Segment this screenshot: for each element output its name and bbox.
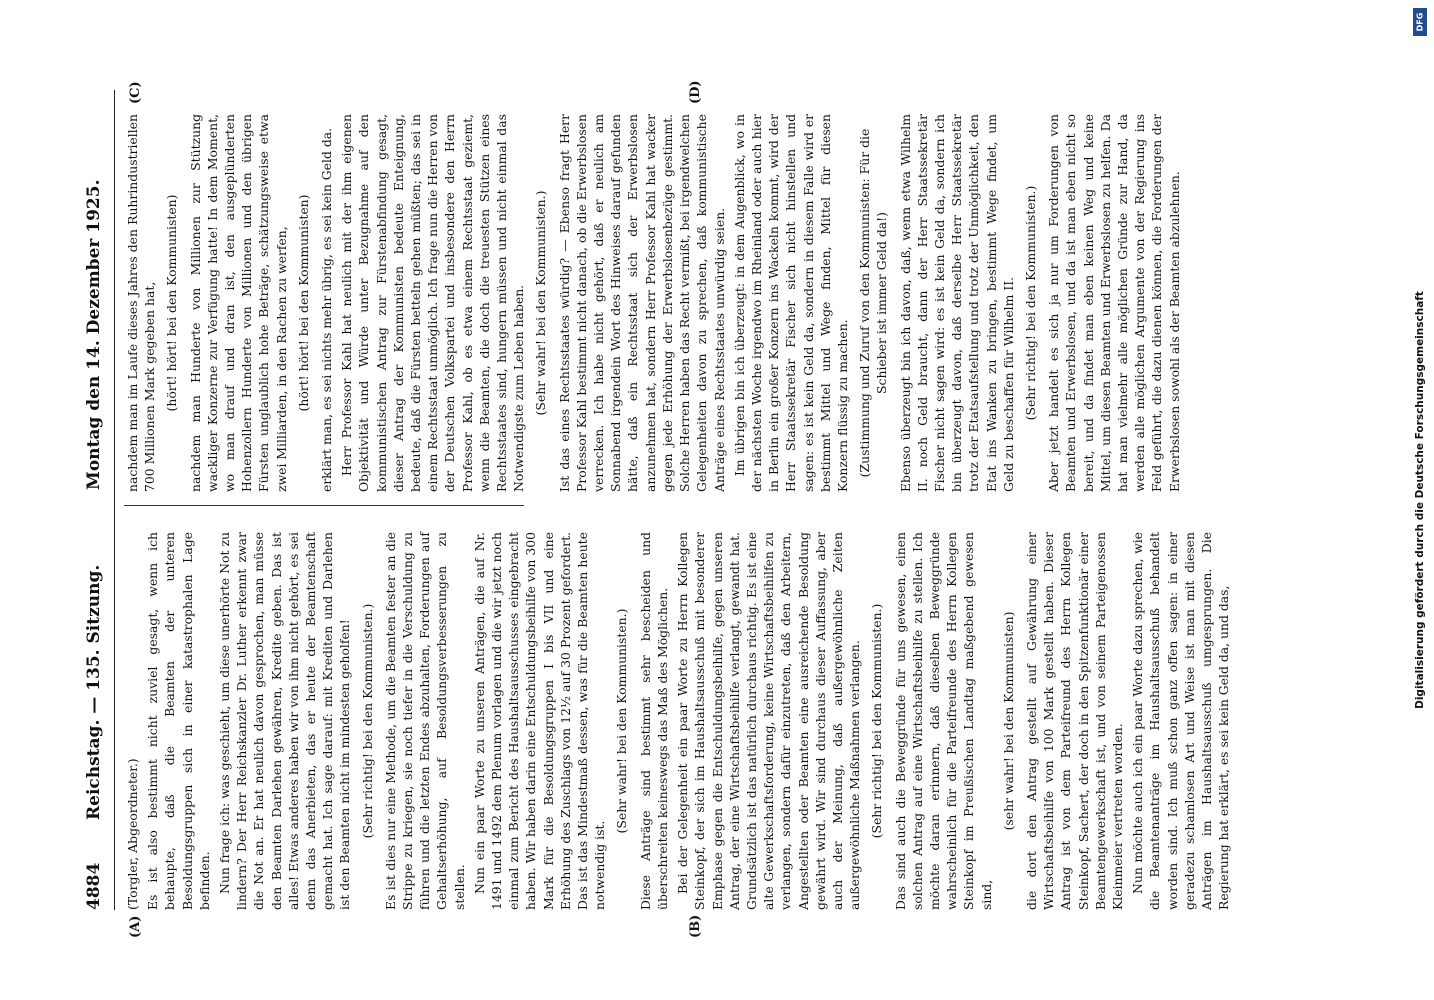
paragraph: Diese Anträge sind bestimmt sehr bescheiden und überschreiten keineswegs das Maß des Möglichen. xyxy=(637,532,670,910)
paragraph: (Torgler, Abgeordneter.) xyxy=(125,758,140,910)
paragraph: Herr Professor Kahl hat neulich mit der ihm eigenen Objektivität und Würde unter Bezugnahme auf den kommunistischen Antrag zur Fürstenabfindung gesagt, dieser Antrag der Kommunisten bedeute Enteignung, bedeute, daß die Fürsten betteln gehen müßten; das sei in einem Rechtsstaat unmöglich. Ich frage nun die Herren von der Deutschen Volkspartei und insbesondere den Herrn Professor Kahl, ob es etwa einem Rechtsstaat geziemt, wenn die Beamten, die doch die treuesten Stützen eines Rechtsstaates sind, hungern müssen und nicht einmal das Notwendigste zum Leben haben. xyxy=(339,114,527,492)
page-header xyxy=(78,90,115,910)
left-column xyxy=(124,532,1244,910)
dfg-sidebar xyxy=(1406,0,1434,1000)
paragraph: Nun frage ich: was geschieht, um diese unerhörte Not zu lindern? Der Herr Reichskanzler Dr. Luther erkennt zwar die Not an. Er hat neulich davon gesprochen, man müsse den Beamten Darlehen gewähren, Kredite geben. Das ist alles! Etwas anderes haben wir von ihm nicht gehört, es sei denn das Anerbieten, das er heute der Beamtenschaft gemacht hat. Ich sage darauf: mit Krediten und Darlehen ist den Beamten nicht im mindesten geholfen! xyxy=(217,532,353,910)
paragraph: Es ist dies nur eine Methode, um die Beamten fester an die Strippe zu kriegen, sie noch tiefer in die Verschuldung zu führen und die letzten Endes abzuhalten, Forderungen auf Gehaltserhöhung, auf Besoldungsverbesserungen zu stellen. xyxy=(382,532,467,910)
interjection: (hört! hört! bei den Kommunisten) xyxy=(295,194,311,412)
paragraph: erklärt man, es sei nichts mehr übrig, es sei kein Geld da. xyxy=(319,127,335,492)
interjection: (Sehr wahr! bei den Kommunisten.) xyxy=(614,608,630,834)
interjection: (sehr wahr! bei den Kommunisten) xyxy=(1000,611,1016,831)
paragraph: Bei der Gelegenheit ein paar Worte zu Herrn Kollegen Steinkopf, der sich im Haushaltsausschuß mit besonderer Emphase gegen die Entschuldungsbeihilfe, gegen unseren Antrag, der eine Wirtschaftsbeihilfe verlangt, gewandt hat. Grundsätzlich ist das natürlich durchaus richtig. Es ist eine alte Gewerkschaftsforderung, keine Wirtschaftsbeihilfen zu verlangen, sondern dafür einzutreten, daß den Arbeitern, Angestellten oder Beamten eine ausreichende Besoldung gewährt wird. Wir sind durchaus dieser Auffassung, aber auch der Meinung, daß außergewöhnliche Zeiten außergewöhnliche Maßnahmen verlangen. xyxy=(675,532,863,910)
interjection: (Sehr richtig! bei den Kommunisten.) xyxy=(869,603,885,839)
paragraph: die dort den Antrag gestellt auf Gewährung einer Wirtschaftsbeihilfe von 100 Mark gestellt haben. Dieser Antrag ist von dem Parteifreund des Herrn Kollegen Steinkopf, Sachert, der doch in den Spitzenfunktionär einer Beamtengewerkschaft ist, und von seinem Parteigenossen Kleinmeier vertreten worden. xyxy=(1023,532,1125,910)
margin-mark-a: (A) xyxy=(128,915,143,938)
paragraph: Ist das eines Rechtsstaates würdig? — Ebenso fragt Herr Professor Kahl bestimmt nicht danach, ob die Erwerbslosen verrecken. Ich habe nicht gehört, daß er neulich am Sonnabend irgendein Wort des Hinweises darauf gefunden hätte, daß ein Rechtsstaat sich der Erwerbslosen anzunehmen hat, sondern Herr Professor Kahl hat wacker gegen jede Erhöhung der Erwerbslosenbezüge gestimmt. Solche Herren haben das Recht vermißt, bei irgendwelchen Gelegenheiten davon zu sprechen, daß kommunistische Anträge eines Rechtsstaates unwürdig seien. xyxy=(556,114,727,492)
rotated-page xyxy=(78,80,1293,938)
dfg-credit-text: Digitalisierung gefördert durch die Deutsche Forschungsgemeinschaft xyxy=(1414,291,1426,709)
margin-mark-c: (C) xyxy=(128,81,143,104)
paragraph: Ebenso überzeugt bin ich davon, daß, wenn etwa Wilhelm II. noch Geld braucht, dann der Herr Staatssekretär Fischer nicht sagen wird: es ist kein Geld da, sondern ich bin überzeugt davon, daß derselbe Herr Staatssekretär trotz der Etatsaufstellung und trotz der Unmöglichkeit, den Etat ins Wanken zu bringen, bestimmt Wege findet, um Geld zu beschaffen für Wilhelm II. xyxy=(897,114,1016,492)
paragraph: Es ist also bestimmt nicht zuviel gesagt, wenn ich behaupte, daß die Beamten der unteren Besoldungsgruppen sich in einer katastrophalen Lage befinden. xyxy=(145,532,212,910)
paragraph: nachdem man im Laufe dieses Jahres den Ruhrindustriellen 700 Millionen Mark gegeben hat, xyxy=(125,114,158,492)
paragraph: Aber jetzt handelt es sich ja nur um Forderungen von Beamten und Erwerbslosen, und da ist man eben nicht so bereit, und da findet man eben keinen Weg und keine Mittel, um diesen Beamten und Erwerbslosen zu helfen. Da hat man vielmehr alle möglichen Gründe zur Hand, da werden alle möglichen Argumente von der Regierung ins Feld geführt, die dazu dienen können, die Forderungen der Erwerbslosen sowohl als der Beamten abzulehnen. xyxy=(1046,114,1182,492)
session-date: Montag den 14. Dezember 1925. xyxy=(84,179,104,490)
margin-mark-d: (D) xyxy=(688,80,703,104)
page-number: 4884 xyxy=(84,862,104,910)
dfg-logo-text: DFG xyxy=(1415,12,1425,32)
paragraph: Nun ein paar Worte zu unseren Anträgen, die auf Nr. 1491 und 1492 dem Plenum vorlagen und die wir jetzt noch einmal zum Bericht des Haushaltsausschusses eingebracht haben. Wir haben darin eine Entschuldungsbeihilfe von 300 Mark für die Besoldungsgruppen I bis VII und eine Erhöhung des Zuschlags von 12½ auf 30 Prozent gefordert. Das ist das Mindestmaß dessen, was für die Beamten heute notwendig ist. xyxy=(471,532,608,910)
paragraph: Das sind auch die Beweggründe für uns gewesen, einen solchen Antrag auf eine Wirtschaftsbeihilfe zu stellen. Ich möchte daran erinnern, daß dieselben Beweggründe wahrscheinlich für die Parteifreunde des Herrn Kollegen Steinkopf im Preußischen Landtag maßgebend gewesen sind, xyxy=(892,532,994,910)
interjection: (Sehr richtig! bei den Kommunisten.) xyxy=(359,603,375,839)
interjection: (Zustimmung und Zuruf von den Kommunisten: Für die Schieber ist immer Geld da!) xyxy=(857,128,890,478)
margin-mark-b: (B) xyxy=(688,914,703,938)
dfg-logo xyxy=(1413,8,1427,36)
column-divider xyxy=(124,505,524,506)
right-column xyxy=(124,114,1244,492)
interjection: (hört! hört! bei den Kommunisten) xyxy=(164,194,180,412)
paragraph: nachdem man Hunderte von Millionen zur Stützung wackliger Konzerne zur Verfügung hatte! In dem Moment, wo man drauf und dran ist, den ausgeplünderten Hohenzollern Hunderte von Millionen und den übrigen Fürsten unglaublich hohe Beträge, schätzungsweise etwa zwei Milliarden, in den Rachen zu werfen, xyxy=(187,114,289,492)
paragraph: Nun möchte auch ich ein paar Worte dazu sprechen, wie die Beamtenanträge im Haushaltsausschuß behandelt worden sind. Ich muß schon ganz offen sagen: in einer geradezu schamlosen Art und Weise ist man mit diesen Anträgen im Haushaltsausschuß umgesprungen. Die Regierung hat erklärt, es sei kein Geld da, und das, xyxy=(1130,532,1232,910)
interjection: (Sehr wahr! bei den Kommunisten.) xyxy=(533,190,549,416)
paragraph: Im übrigen bin ich überzeugt: in dem Augenblick, wo in der nächsten Woche irgendwo im Rheinland oder auch hier in Berlin ein großer Konzern ins Wackeln kommt, wird der Herr Staatssekretär Fischer sich nicht hinstellen und sagen: es ist kein Geld da, sondern in diesem Falle wird er bestimmt Mittel und Wege finden, Mittel für diesen Konzern flüssig zu machen. xyxy=(731,114,850,492)
interjection: (Sehr richtig! bei den Kommunisten.) xyxy=(1022,185,1038,421)
session-title: Reichstag. — 135. Sitzung. xyxy=(84,564,104,820)
